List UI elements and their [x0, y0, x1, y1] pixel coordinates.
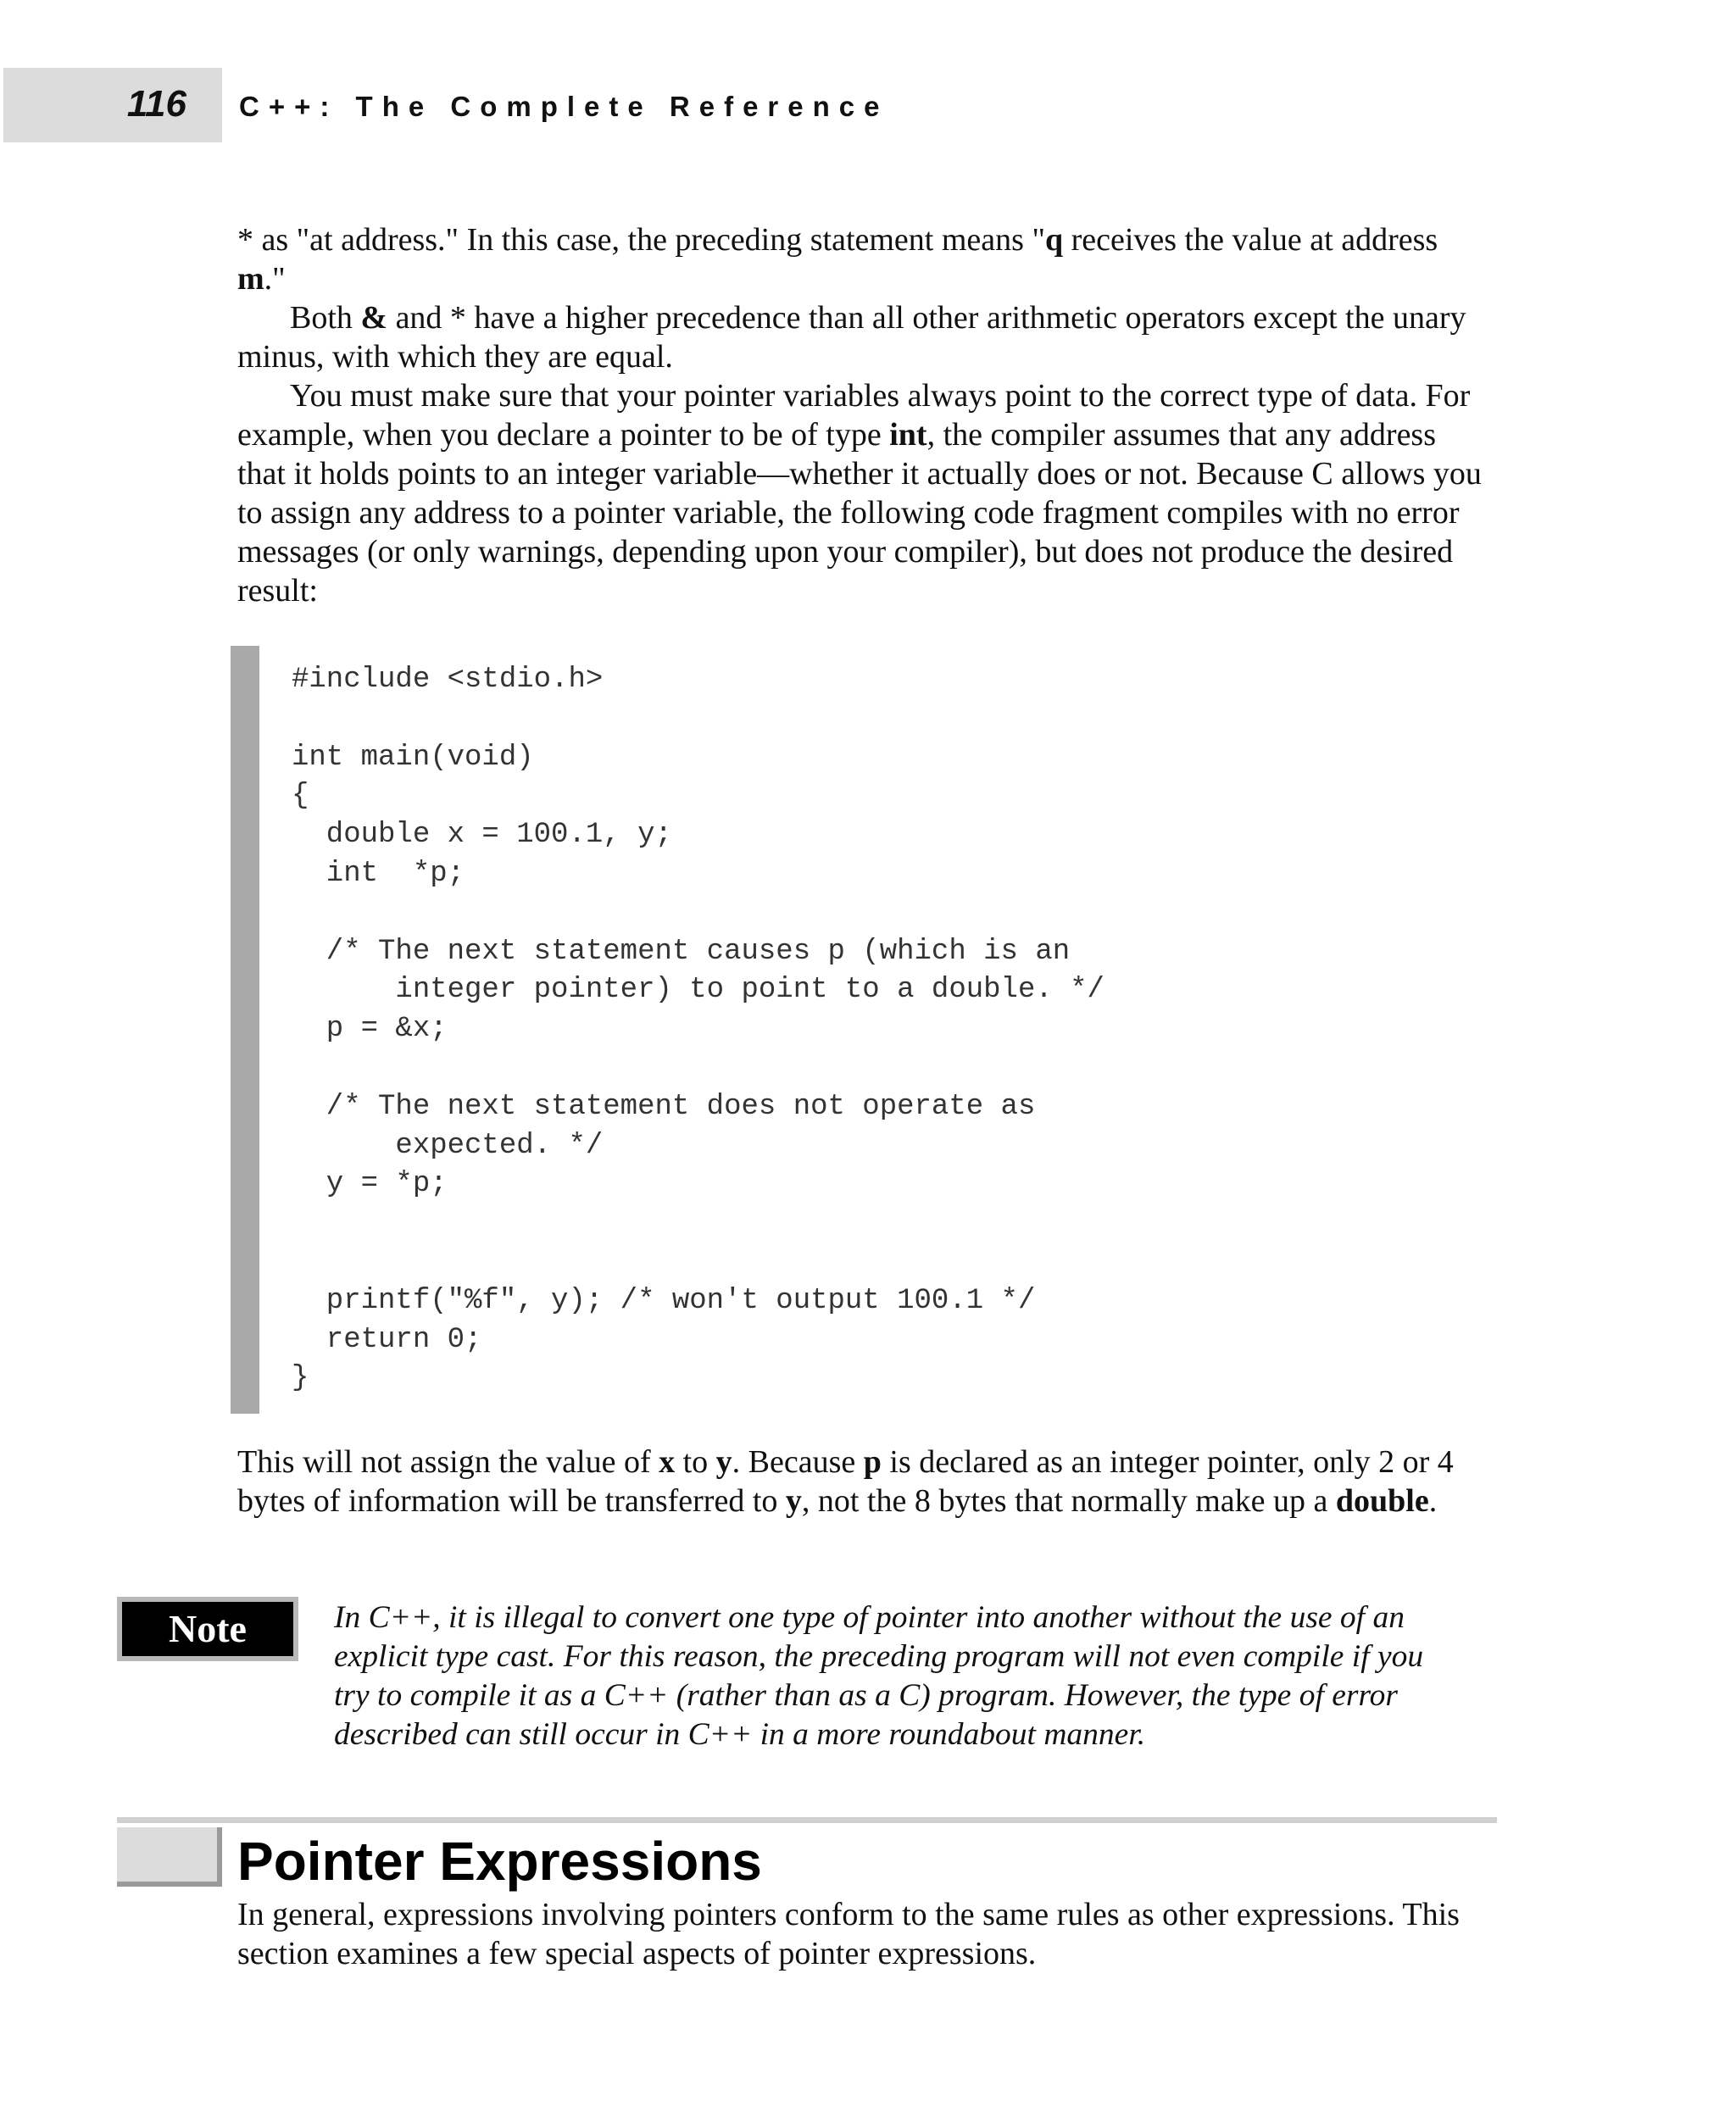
code-line: #include <stdio.h> — [292, 664, 604, 696]
code-line: int *p; — [292, 857, 465, 890]
code-line: return 0; — [292, 1323, 482, 1356]
code-listing — [231, 646, 1146, 1414]
page-number: 116 — [126, 83, 186, 125]
note-label-box — [117, 1597, 298, 1661]
paragraph-double-transfer: This will not assign the value of x to y. Because p is declared as an integer pointer, only 2 or 4 bytes of information will be transferred to y, not the 8 bytes that normally make up a double. — [237, 1444, 1454, 1519]
code-line: expected. */ — [292, 1129, 604, 1162]
code-line: y = *p; — [292, 1168, 448, 1201]
paragraph-pointer-types: You must make sure that your pointer variables always point to the correct type of data. For example, when you declare a pointer to be of type int, the compiler assumes that any address that it holds points to an integer variable—whether it actually does or not. Because C allows you to assign any address to a pointer variable, the following code fragment compiles with no error messages (or only warnings, depending upon your compiler), but does not produce the desired result: — [237, 378, 1482, 609]
code-line: } — [292, 1362, 309, 1395]
code-line: int main(void) — [292, 741, 534, 774]
code-margin-bar — [231, 646, 259, 1414]
code-line: { — [292, 780, 309, 813]
code-lines — [292, 661, 1104, 1398]
note-text: In C++, it is illegal to convert one type of pointer into another without the use of an explicit type cast. For this reason, the preceding program will not even compile if you try to compile it as a C++ (rather than as a C) program. However, the type of error described can still occur in C++ in a more roundabout manner. — [334, 1600, 1424, 1752]
paragraph-explanation — [237, 1443, 1492, 1520]
section-tab-marker — [117, 1827, 222, 1887]
code-line: printf("%f", y); /* won't output 100.1 */ — [292, 1284, 1036, 1317]
code-line: double x = 100.1, y; — [292, 819, 672, 852]
page-number-tab — [3, 68, 222, 142]
section-divider — [117, 1817, 1497, 1823]
running-header-title: C++: The Complete Reference — [239, 91, 889, 122]
code-line: /* The next statement causes p (which is an — [292, 935, 1071, 968]
paragraph-pointer-expressions: In general, expressions involving pointers conform to the same rules as other expressions. This section examines a few special aspects of pointer expressions. — [237, 1897, 1460, 1971]
intro-paragraphs — [237, 220, 1492, 610]
code-line: /* The next statement does not operate as — [292, 1090, 1036, 1123]
code-line: integer pointer) to point to a double. */ — [292, 974, 1104, 1007]
paragraph-precedence: Both & and * have a higher precedence than all other arithmetic operators except the unary minus, with which they are equal. — [237, 300, 1466, 375]
code-line: p = &x; — [292, 1013, 448, 1046]
note-label: Note — [122, 1602, 293, 1656]
section-body — [237, 1895, 1492, 1973]
section-heading: Pointer Expressions — [237, 1831, 762, 1892]
paragraph-at-address: * as "at address." In this case, the preceding statement means "q receives the value at address m." — [237, 222, 1438, 297]
